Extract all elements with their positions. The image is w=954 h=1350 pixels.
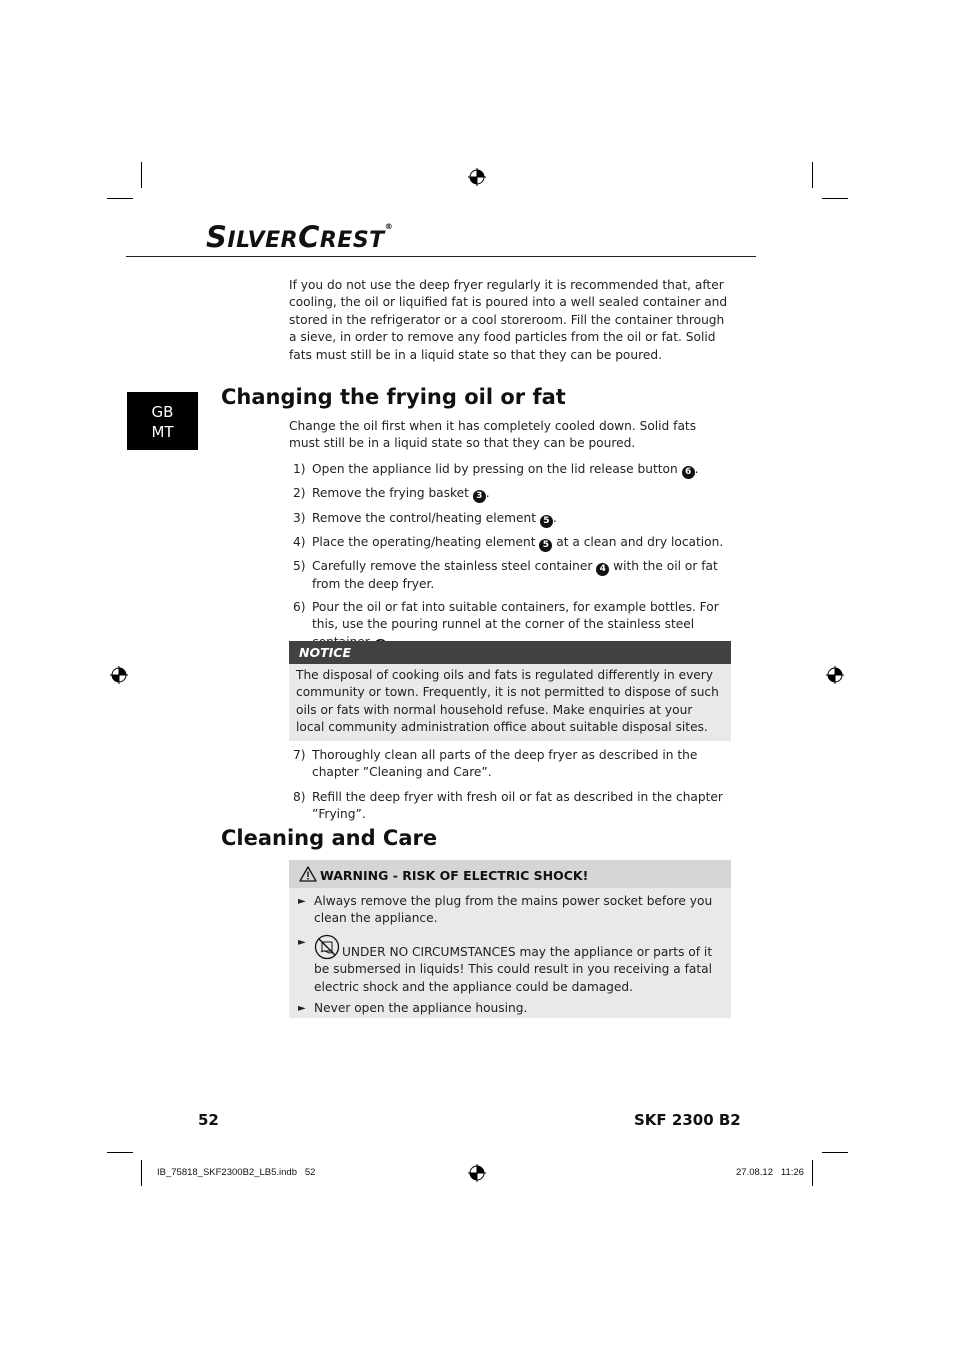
language-code: MT xyxy=(151,423,174,441)
registration-mark-icon xyxy=(468,168,486,186)
section-title: Cleaning and Care xyxy=(221,826,438,850)
registration-mark-icon xyxy=(110,666,128,684)
crop-mark xyxy=(822,198,848,199)
reference-number-badge: 5 xyxy=(540,515,553,528)
warning-heading: WARNING - RISK OF ELECTRIC SHOCK! xyxy=(289,860,731,888)
registration-mark-icon xyxy=(826,666,844,684)
warning-triangle-icon xyxy=(299,866,317,882)
arrow-bullet-icon: ► xyxy=(298,1003,306,1015)
warning-bullet: ► UNDER NO CIRCUMSTANCES may the appliance or parts of it be submersed in liquids! This could result in you receiving a fatal electric shock and the appliance could be damaged. xyxy=(296,934,723,996)
page-number: 52 xyxy=(198,1111,219,1129)
warning-bullet: ► Always remove the plug from the mains power socket before you clean the appliance. xyxy=(298,894,713,926)
notice-heading: NOTICE xyxy=(289,641,731,664)
warning-bullet: ► Never open the appliance housing. xyxy=(296,1000,723,1017)
step-item: 8) Refill the deep fryer with fresh oil or fat as described in the chapter ”Frying”. xyxy=(293,790,723,822)
crop-mark xyxy=(822,1152,848,1153)
step-item: 3) Remove the control/heating element 5 . xyxy=(293,511,557,526)
print-slug-file: IB_75818_SKF2300B2_LB5.indb 52 xyxy=(157,1167,316,1178)
notice-box xyxy=(289,641,731,741)
arrow-bullet-icon: ► xyxy=(298,936,306,948)
print-slug-date: 27.08.12 11:26 xyxy=(736,1167,804,1178)
step-item: 4) Place the operating/heating element 5 at a clean and dry location. xyxy=(293,535,724,550)
section-lead: Change the oil first when it has completely cooled down. Solid fats must still be in a liquid state so that they can be poured. xyxy=(289,419,697,451)
arrow-bullet-icon: ► xyxy=(298,896,306,907)
registration-mark-icon xyxy=(468,1164,486,1182)
crop-mark xyxy=(107,1152,133,1153)
crop-mark xyxy=(812,1160,813,1186)
no-water-immersion-icon xyxy=(314,934,340,960)
section-title: Changing the frying oil or fat xyxy=(221,385,566,409)
warning-box xyxy=(289,860,731,1018)
step-item: 6) Pour the oil or fat into suitable containers, for example bottles. For this, use the pouring runnel at the corner of the stainless steel xyxy=(289,599,729,652)
notice-body: The disposal of cooking oils and fats is regulated differently in every community or town. Frequently, it is not permitted to dispose of such oils or fats with normal household refuse. Make enquiries at your local community administration office about suitable disposal sites. xyxy=(296,668,719,735)
reference-number-badge: 5 xyxy=(539,539,552,552)
brand-logo: SILVERCREST® xyxy=(206,220,394,254)
crop-mark xyxy=(812,162,813,188)
intro-paragraph: If you do not use the deep fryer regularly it is recommended that, after cooling, the oil or liquified fat is poured into a well sealed container and stored in the refrigerator or a cool storeroom. Fill the container through a sieve, in order to remove any food particles from the oil or fat. Solid fats must still be in a liquid state so that they can be poured. xyxy=(289,278,728,362)
step-item: 5) Carefully remove the stainless steel container 4 with the oil or fat from the deep fryer. xyxy=(293,559,718,591)
step-item: 7) Thoroughly clean all parts of the deep fryer as described in the chapter ”Cleaning and Care”. xyxy=(293,748,698,780)
header-rule xyxy=(126,256,756,257)
reference-number-badge: 6 xyxy=(682,466,695,479)
language-code: GB xyxy=(151,403,174,421)
reference-number-badge: 3 xyxy=(473,490,486,503)
crop-mark xyxy=(141,162,142,188)
crop-mark xyxy=(107,198,133,199)
step-item: 2) Remove the frying basket 3 . xyxy=(293,486,490,501)
step-item: 1) Open the appliance lid by pressing on the lid release button 6 . xyxy=(293,462,699,477)
crop-mark xyxy=(141,1160,142,1186)
reference-number-badge: 4 xyxy=(596,563,609,576)
language-tab xyxy=(127,392,198,450)
model-number: SKF 2300 B2 xyxy=(634,1111,741,1129)
